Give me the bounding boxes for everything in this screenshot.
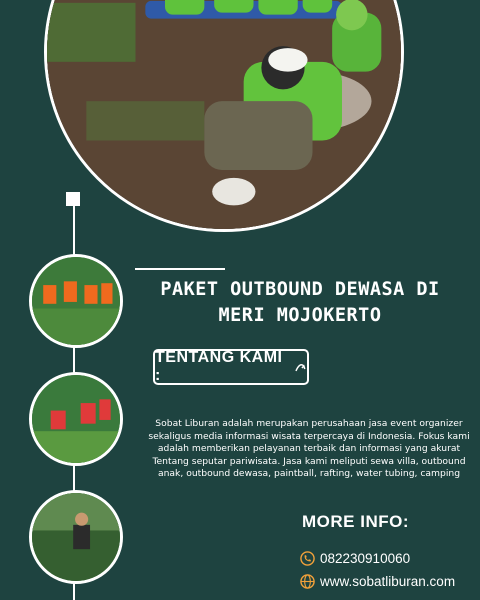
hero-photo-illustration — [47, 0, 401, 229]
about-us-label: TENTANG KAMI : — [155, 349, 283, 384]
about-us-button[interactable] — [153, 349, 309, 385]
page-title — [135, 277, 465, 329]
arrow-icon — [293, 360, 307, 374]
hero-photo — [44, 0, 404, 232]
title-line-2: MERI MOJOKERTO — [218, 305, 382, 326]
phone-icon — [300, 551, 315, 566]
phone-number: 082230910060 — [320, 551, 411, 566]
timeline-marker — [66, 192, 80, 206]
photo-circle-3 — [29, 490, 123, 584]
title-divider — [135, 268, 225, 270]
website-url: www.sobatliburan.com — [320, 574, 456, 589]
phone-contact[interactable] — [300, 551, 410, 566]
more-info-heading: MORE INFO: — [302, 512, 409, 531]
globe-icon — [300, 574, 315, 589]
website-contact[interactable] — [300, 574, 455, 589]
about-description: Sobat Liburan adalah merupakan perusahaan jasa event organizer sekaligus media informasi wisata terpercaya di Indonesia. Fokus kami adalah memberikan pelayanan terbaik dan informasi yang akurat Tentang seputar pariwisata. Jasa kami meliputi sewa villa, outbound anak, outbound dewasa, paintball, rafting, water tubing, camping — [148, 418, 470, 480]
photo-circle-1 — [29, 254, 123, 348]
photo-circle-2 — [29, 372, 123, 466]
title-line-1: PAKET OUTBOUND DEWASA DI — [160, 279, 440, 300]
